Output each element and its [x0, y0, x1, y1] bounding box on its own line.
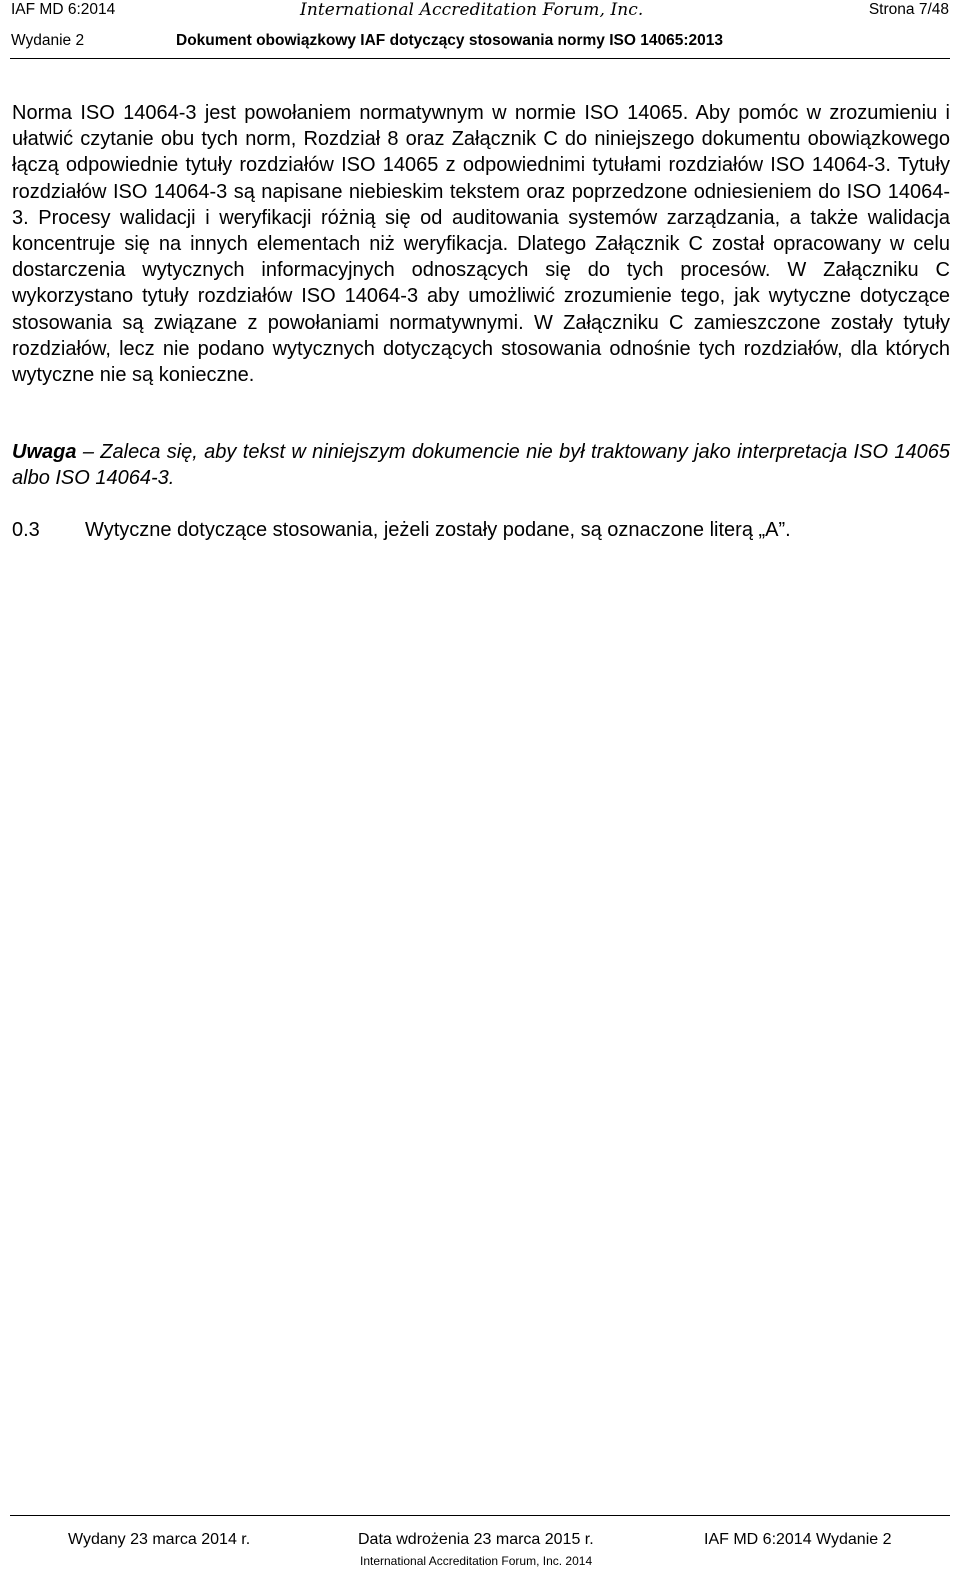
note-paragraph: [12, 439, 950, 491]
header-doc-id: IAF MD 6:2014: [11, 1, 116, 18]
note-text: – Zaleca się, aby tekst w niniejszym dokumencie nie był traktowany jako interpretacja ISO 14065 albo ISO 14064-3.: [12, 441, 950, 490]
page-header-bottom: [11, 32, 949, 52]
header-doc-title: Dokument obowiązkowy IAF dotyczący stosowania normy ISO 14065:2013: [176, 32, 723, 49]
header-divider: [10, 58, 950, 59]
footer-doc-edition: IAF MD 6:2014 Wydanie 2: [704, 1531, 892, 1548]
footer-copyright: International Accreditation Forum, Inc. 2014: [360, 1554, 593, 1568]
footer-effective-date: Data wdrożenia 23 marca 2015 r.: [358, 1531, 594, 1548]
header-page-number: Strona 7/48: [868, 1, 949, 18]
note-label: Uwaga: [12, 441, 77, 463]
clause-0-3: [12, 517, 791, 543]
clause-number: 0.3: [12, 519, 40, 541]
page-header-top: [11, 1, 949, 19]
footer-divider: [10, 1515, 950, 1516]
clause-text: Wytyczne dotyczące stosowania, jeżeli zostały podane, są oznaczone literą „A”.: [85, 519, 791, 541]
header-org-name: International Accreditation Forum, Inc.: [300, 0, 644, 20]
body-paragraph: Norma ISO 14064-3 jest powołaniem normatywnym w normie ISO 14065. Aby pomóc w zrozumieniu i ułatwić czytanie obu tych norm, Rozdział 8 oraz Załącznik C do niniejszego dokumentu obowiązkowego łączą odpowiednie tytuły rozdziałów ISO 14065 z odpowiednimi tytułami rozdziałów ISO 14064-3. Tytuły rozdziałów ISO 14064-3 są napisane niebieskim tekstem oraz poprzedzone odniesieniem do ISO 14064-3. Procesy walidacji i weryfikacji różnią się od auditowania systemów zarządzania, a także walidacja koncentruje się na innych elementach niż weryfikacja. Dlatego Załącznik C został opracowany w celu dostarczenia wytycznych informacyjnych odnoszących się do tych procesów. W Załączniku C wykorzystano tytuły rozdziałów ISO 14064-3 aby umożliwić zrozumienie tego, jak wytyczne dotyczące stosowania są związane z powołaniami normatywnymi. W Załączniku C zamieszczone zostały tytuły rozdziałów, lecz nie podano wytycznych dotyczących stosowania odnośnie tych rozdziałów, dla których wytyczne nie są konieczne.: [12, 102, 950, 387]
footer-issued-date: Wydany 23 marca 2014 r.: [68, 1531, 251, 1548]
header-edition: Wydanie 2: [11, 32, 85, 49]
